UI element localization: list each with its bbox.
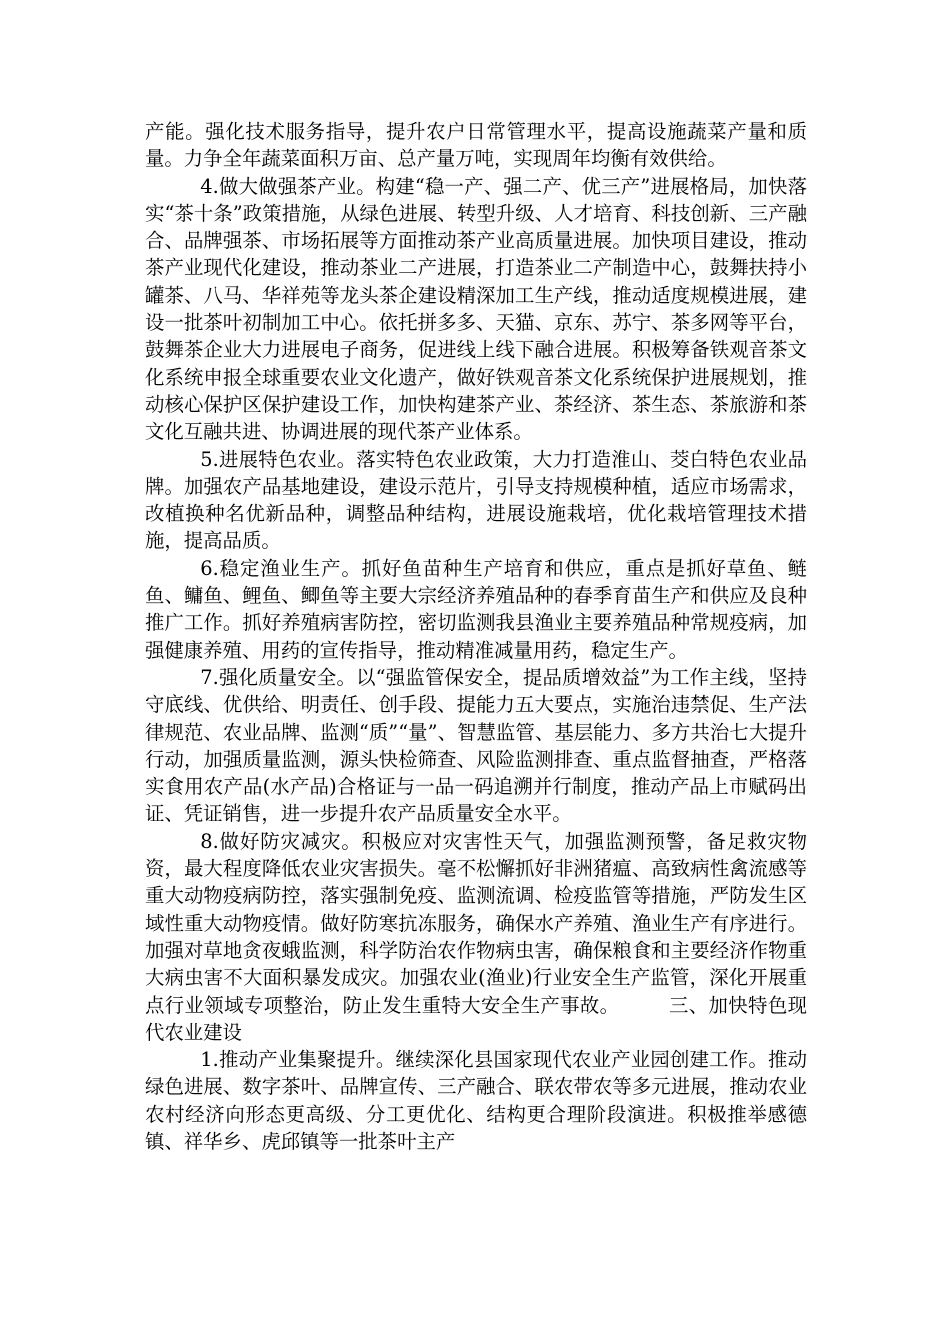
paragraph-specialty-agriculture: 5.进展特色农业。落实特色农业政策，大力打造淮山、茭白特色农业品牌。加强农产品基地建设，建设示范片，引导支持规模种植，适应市场需求，改植换种名优新品种，调整品种结构，进展设施栽培，优化栽培管理技术措施，提高品质。	[145, 447, 807, 553]
paragraph-industry-clustering: 1.推动产业集聚提升。继续深化县国家现代农业产业园创建工作。推动绿色进展、数字茶叶、品牌宣传、三产融合、联农带农等多元进展，推动农业农村经济向形态更高级、分工更优化、结构更合理阶段演进。积极推举感德镇、祥华乡、虎邱镇等一批茶叶主产	[145, 1048, 807, 1153]
document-body	[145, 118, 807, 1155]
paragraph-fishery-production: 6.稳定渔业生产。抓好鱼苗种生产培育和供应，重点是抓好草鱼、鲢鱼、鳙鱼、鲤鱼、鲫鱼等主要大宗经济养殖品种的春季育苗生产和供应及良种推广工作。抓好养殖病害防控，密切监测我县渔业主要养殖品种常规疫病，加强健康养殖、用药的宣传指导，推动精准减量用药，稳定生产。	[145, 556, 807, 662]
paragraph-vegetable-capacity: 产能。强化技术服务指导，提升农户日常管理水平，提高设施蔬菜产量和质量。力争全年蔬菜面积万亩、总产量万吨，实现周年均衡有效供给。	[145, 120, 807, 171]
paragraph-tea-industry: 4.做大做强茶产业。构建“稳一产、强二产、优三产”进展格局，加快落实“茶十条”政策措施，从绿色进展、转型升级、人才培育、科技创新、三产融合、品牌强茶、市场拓展等方面推动茶产业高质量进展。加快项目建设，推动茶产业现代化建设，推动茶业二产进展，打造茶业二产制造中心，鼓舞扶持小罐茶、八马、华祥苑等龙头茶企建设精深加工生产线，推动适度规模进展，建设一批茶叶初制加工中心。依托拼多多、天猫、京东、苏宁、茶多网等平台，鼓舞茶企业大力进展电子商务，促进线上线下融合进展。积极筹备铁观音茶文化系统申报全球重要农业文化遗产，做好铁观音茶文化系统保护进展规划，推动核心保护区保护建设工作，加快构建茶产业、茶经济、茶生态、茶旅游和茶文化互融共进、协调进展的现代茶产业体系。	[145, 174, 807, 444]
paragraph-disaster-prevention: 8.做好防灾减灾。积极应对灾害性天气，加强监测预警，备足救灾物资，最大程度降低农业灾害损失。毫不松懈抓好非洲猪瘟、高致病性禽流感等重大动物疫病防控，落实强制免疫、监测流调、检疫监管等措施，严防发生区域性重大动物疫情。做好防寒抗冻服务，确保水产养殖、渔业生产有序进行。加强对草地贪夜蛾监测，科学防治农作物病虫害，确保粮食和主要经济作物重大病虫害不大面积暴发成灾。加强农业(渔业)行业安全生产监管，深化开展重点行业领域专项整治，防止发生重特大安全生产事故。 三、加快特色现代农业建设	[145, 829, 807, 1044]
paragraph-quality-safety: 7.强化质量安全。以“强监管保安全，提品质增效益”为工作主线，坚持守底线、优供给、明责任、创手段、提能力五大要点，实施治违禁促、生产法律规范、农业品牌、监测“质”“量”、智慧监管、基层能力、多方共治七大提升行动，加强质量监测，源头快检筛查、风险监测排查、重点监督抽查，严格落实食用农产品(水产品)合格证与一品一码追溯并行制度，推动产品上市赋码出证、凭证销售，进一步提升农产品质量安全水平。	[145, 665, 807, 826]
